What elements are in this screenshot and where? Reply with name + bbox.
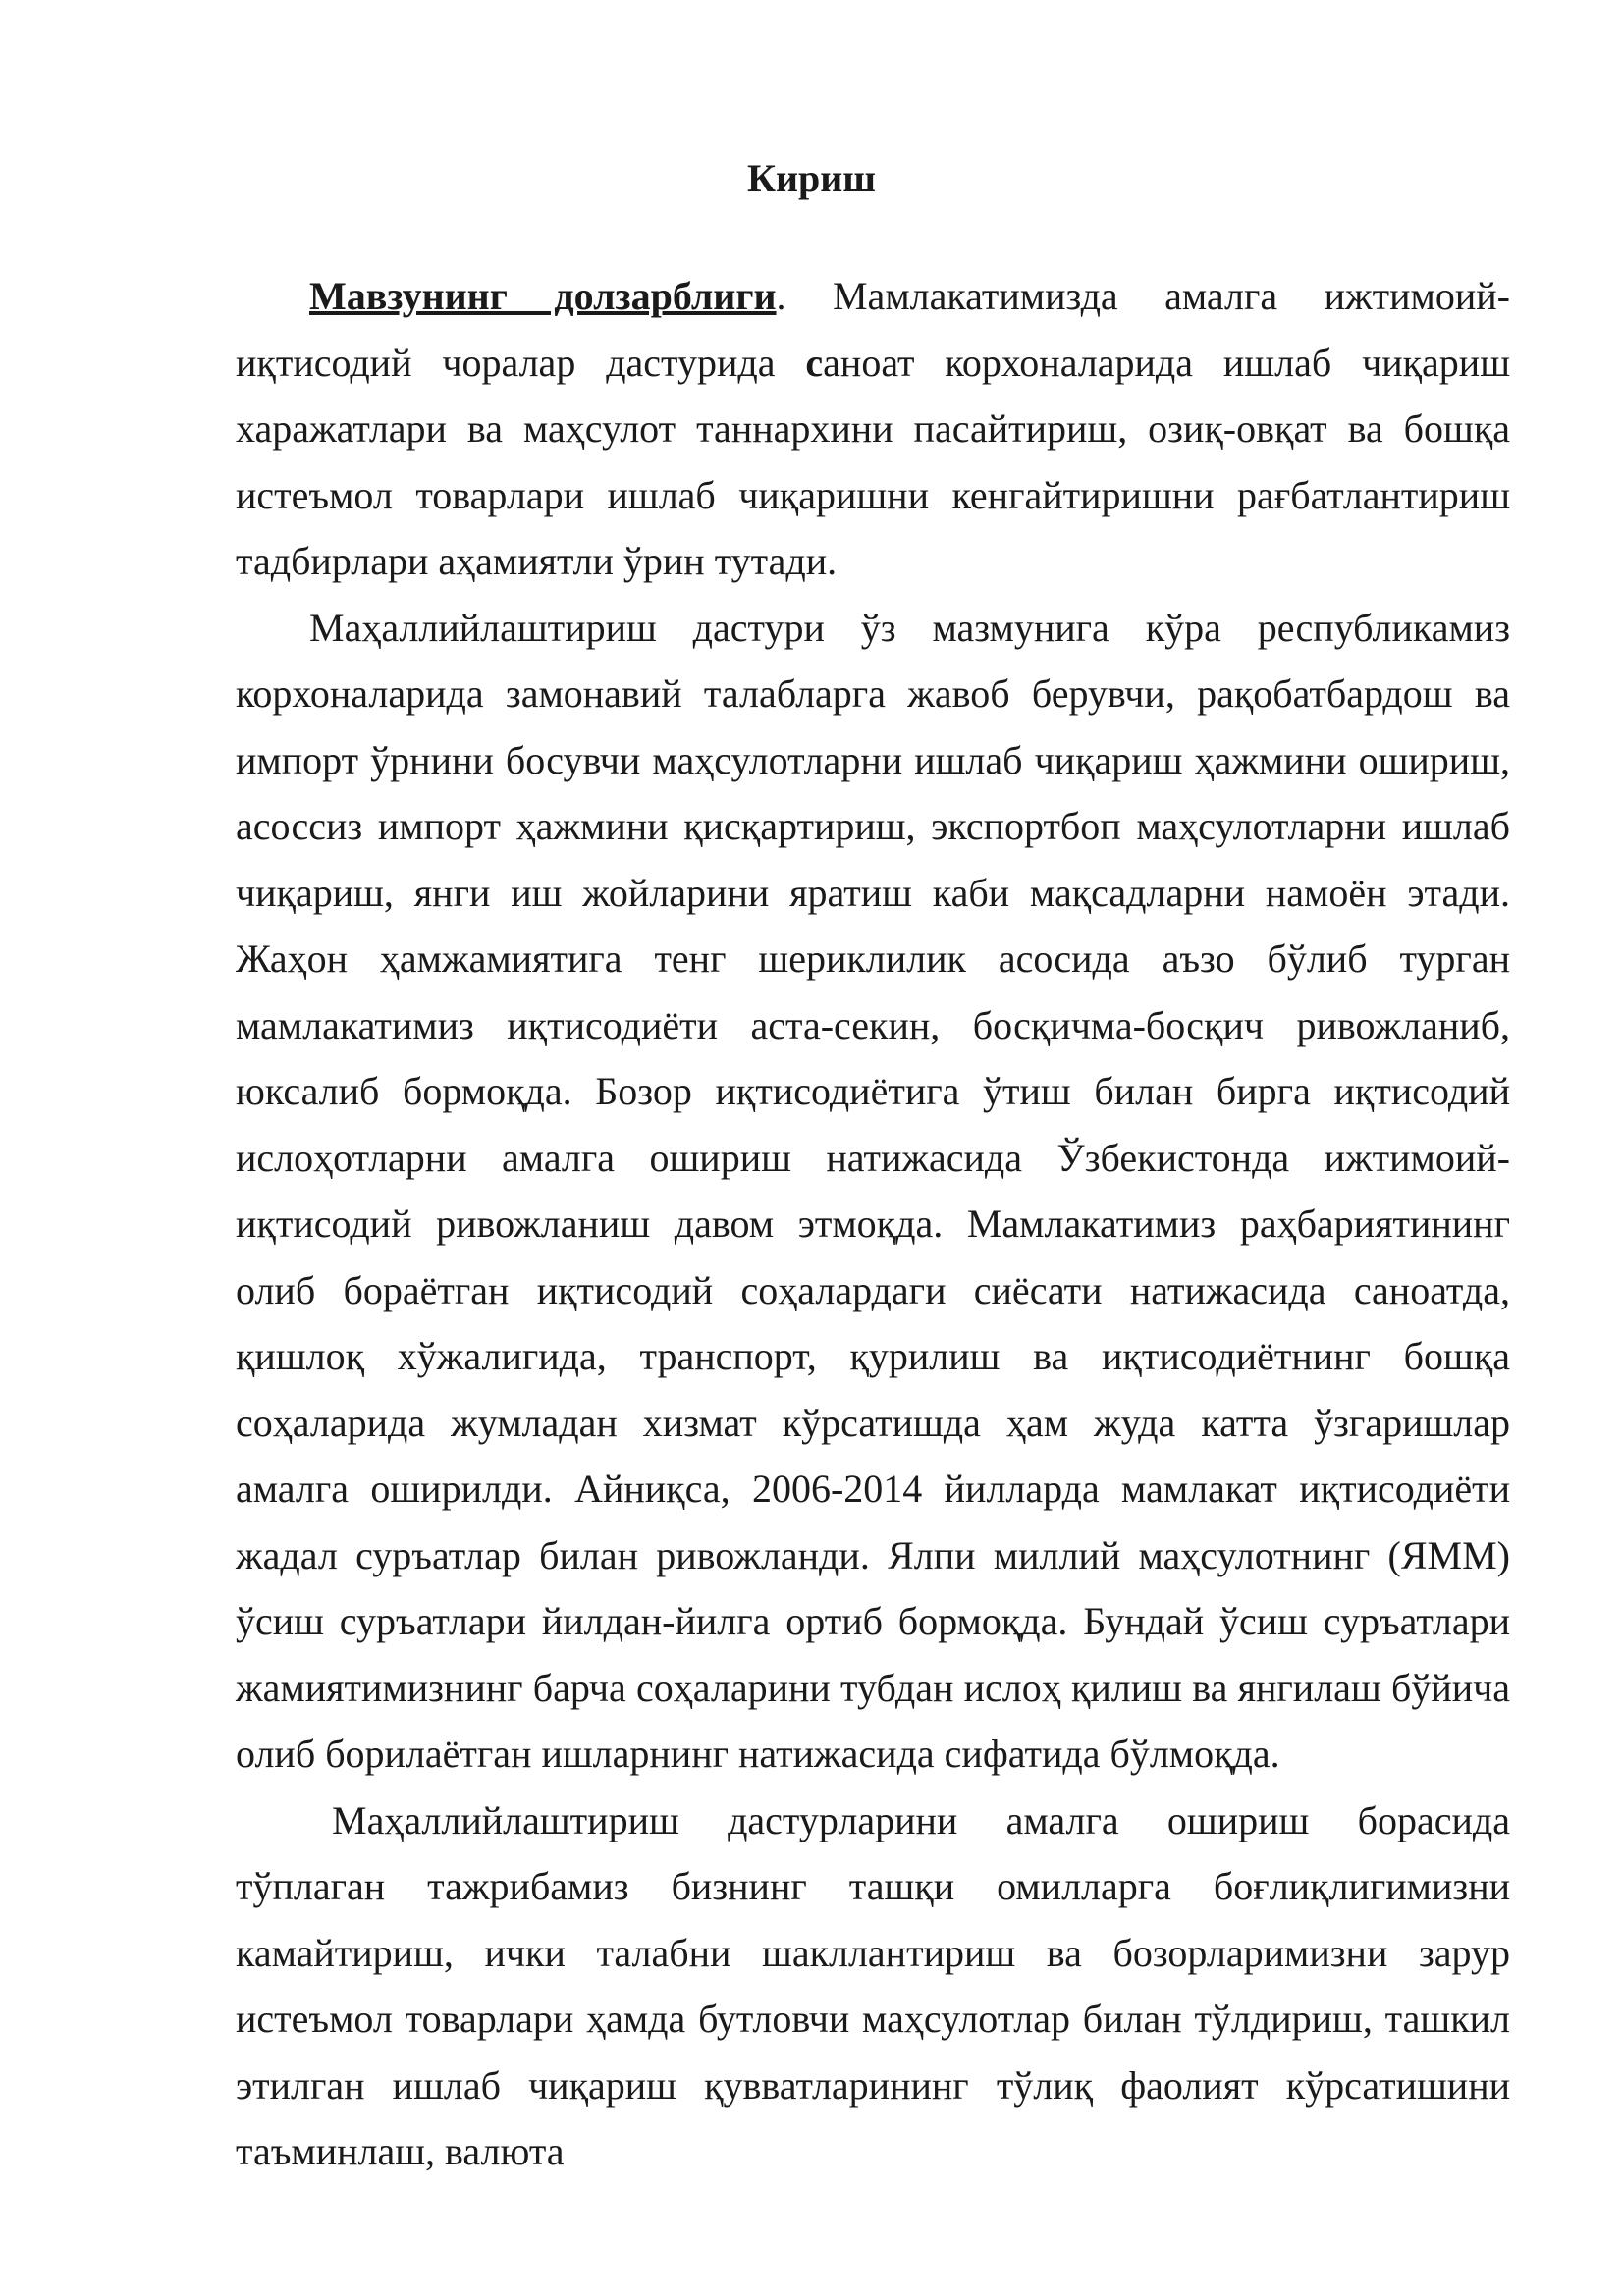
relevance-heading-punct: . <box>776 274 786 318</box>
document-body <box>236 263 1510 2185</box>
relevance-bold-char: с <box>805 340 824 385</box>
paragraph-localization-program: Маҳаллийлаштириш дастури ўз мазмунига кўра республикамиз корхоналарида замонавий талабларга жавоб берувчи, рақобатбардош ва импорт ўрнини босувчи маҳсулотларни ишлаб чиқариш ҳажмини ошириш, асоссиз импорт ҳажмини қисқартириш, экспортбоп маҳсулотларни ишлаб чиқариш, янги иш жойларини яратиш каби мақсадларни намоён этади. Жаҳон ҳамжамиятига тенг шериклилик асосида аъзо бўлиб турган мамлакатимиз иқтисодиёти аста-секин, босқичма-босқич ривожланиб, юксалиб бормоқда. Бозор иқтисодиётига ўтиш билан бирга иқтисодий ислоҳотларни амалга ошириш натижасида Ўзбекистонда ижтимоий-иқтисодий ривожланиш давом этмоқда. Мамлакатимиз раҳбариятининг олиб бораётган иқтисодий соҳалардаги сиёсати натижасида саноатда, қишлоқ хўжалигида, транспорт, қурилиш ва иқтисодиётнинг бошқа соҳаларида жумладан хизмат кўрсатишда ҳам жуда катта ўзгаришлар амалга оширилди. Айниқса, 2006-2014 йилларда мамлакат иқтисодиёти жадал суръатлар билан ривожланди. Ялпи миллий маҳсулотнинг (ЯММ) ўсиш суръатлари йилдан-йилга ортиб бормоқда. Бундай ўсиш суръатлари жамиятимизнинг барча соҳаларини тубдан ислоҳ қилиш ва янгилаш бўйича олиб борилаётган ишларнинг натижасида сифатида бўлмоқда. <box>236 605 1510 1776</box>
paragraph-localization-experience: Маҳаллийлаштириш дастурларини амалга ошириш борасида тўплаган тажрибамиз бизнинг ташқи омилларга боғлиқлигимизни камайтириш, ички талабни шакллантириш ва бозорларимизни зарур истеъмол товарлари ҳамда бутловчи маҳсулотлар билан тўлдириш, ташкил этилган ишлаб чиқариш қувватларининг тўлиқ фаолият кўрсатишини таъминлаш, валюта <box>236 1797 1510 2173</box>
relevance-text-a: Мамлакатимизда амалга ижтимоий-иқтисодий чоралар дастурида <box>236 274 1510 385</box>
relevance-heading: Мавзунинг долзарблиги <box>309 274 777 318</box>
page-title: Кириш <box>746 156 877 200</box>
paragraph-relevance <box>236 263 1510 595</box>
relevance-text-b: аноат корхоналарида ишлаб чиқариш харажатлари ва маҳсулот таннархини пасайтириш, озиқ-овқат ва бошқа истеъмол товарлари ишлаб чиқаришни кенгайтиришни рағбатлантириш тадбирлари аҳамиятли ўрин тутади. <box>236 340 1510 583</box>
